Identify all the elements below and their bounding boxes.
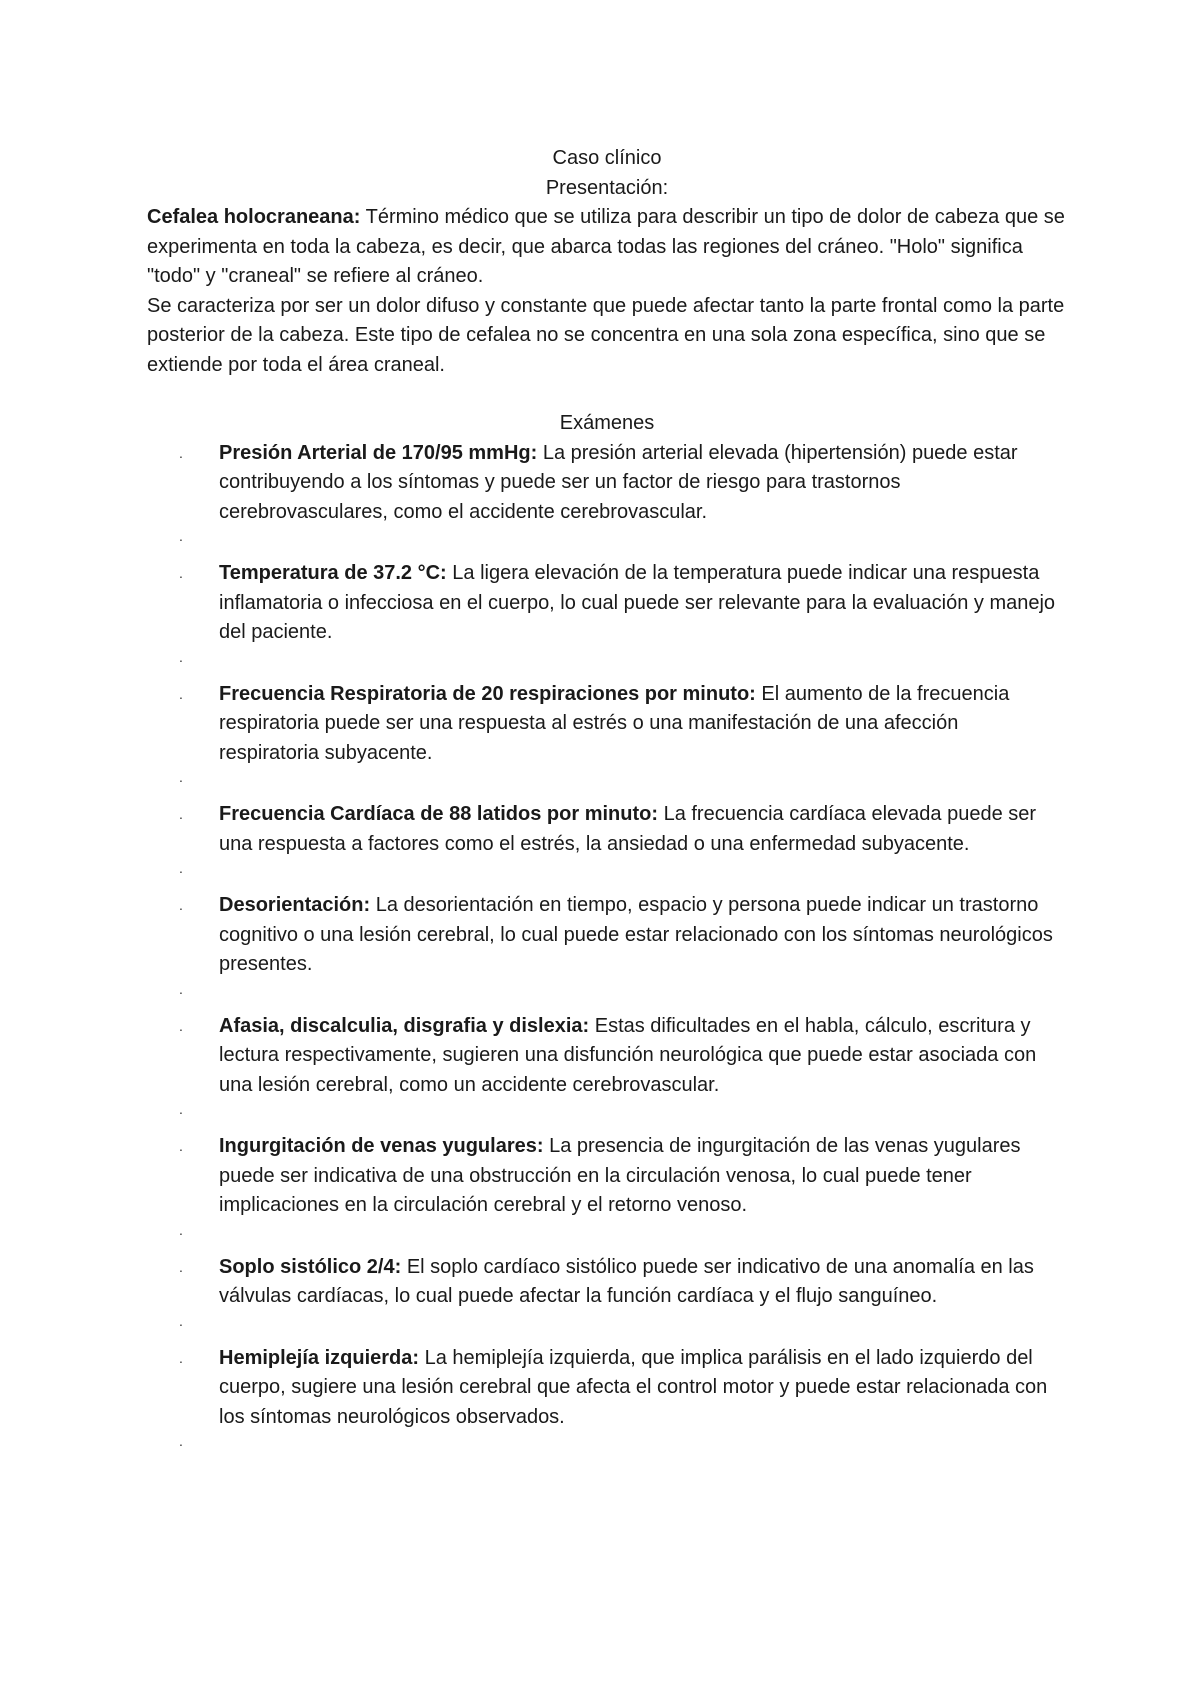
exam-label: Desorientación: (219, 894, 371, 916)
empty-list-item (147, 1100, 1067, 1132)
bullet-marker: . (179, 1433, 183, 1449)
exam-label: Presión Arterial de 170/95 mmHg: (219, 441, 538, 464)
empty-list-item (147, 768, 1067, 800)
bullet-marker: . (179, 1312, 183, 1329)
bullet-marker: . (179, 980, 183, 997)
empty-list-item (147, 1312, 1067, 1344)
exam-label: Frecuencia Cardíaca de 88 latidos por minuto: (219, 803, 659, 825)
bullet-marker: . (179, 444, 183, 461)
exam-text: La hemiplejía izquierda, que implica parálisis en el lado izquierdo del cuerpo, sugiere una lesión cerebral que afecta el control motor y puede estar relacionada con los síntomas neurológicos observados. (219, 1346, 1048, 1428)
exam-text: La presión arterial elevada (hipertensión) puede estar contribuyendo a los síntomas y puede ser un factor de riesgo para trastornos cerebrovasculares, como el accidente cerebrovascular. (219, 441, 1018, 523)
exam-text: La frecuencia cardíaca elevada puede ser una respuesta a factores como el estrés, la ansiedad o una enfermedad subyacente. (219, 803, 1037, 855)
exam-label: Ingurgitación de venas yugulares: (219, 1135, 544, 1157)
exam-text: La ligera elevación de la temperatura puede indicar una respuesta inflamatoria o infecciosa en el cuerpo, lo cual puede ser relevante para la evaluación y manejo del paciente. (219, 562, 1056, 643)
exam-text: El soplo cardíaco sistólico puede ser indicativo de una anomalía en las válvulas cardíacas, lo cual puede afectar la función cardíaca y el flujo sanguíneo. (219, 1255, 1034, 1307)
exam-text: El aumento de la frecuencia respiratoria puede ser una respuesta al estrés o una manifestación de una afección respiratoria subyacente. (219, 682, 1010, 764)
bullet-marker: . (179, 648, 183, 665)
exam-label: Hemiplejía izquierda: (219, 1346, 420, 1369)
exam-label: Temperatura de 37.2 °C: (219, 562, 447, 584)
exam-item-aphasia (147, 1012, 1067, 1101)
exam-label: Soplo sistólico 2/4: (219, 1255, 402, 1278)
intro-term: Cefalea holocraneana: (147, 206, 361, 228)
intro-definition: Término médico que se utiliza para describir un tipo de dolor de cabeza que se experimenta en toda la cabeza, es decir, que abarca todas las regiones del cráneo. "Holo" significa "todo" y "craneal" se refiere al cráneo. (147, 206, 1065, 287)
exam-text: La presencia de ingurgitación de las venas yugulares puede ser indicativa de una obstrucción en la circulación venosa, lo cual puede tener implicaciones en la circulación cerebral y el retorno venoso. (219, 1135, 1021, 1216)
bullet-marker: . (179, 806, 183, 822)
bullet-marker: . (179, 528, 183, 544)
exam-item-respiratory-rate (147, 680, 1067, 769)
document-title: Caso clínico (552, 147, 662, 169)
bullet-marker: . (179, 685, 183, 702)
bullet-marker: . (179, 565, 183, 581)
exam-item-heart-rate (147, 800, 1067, 859)
exam-item-systolic-murmur (147, 1253, 1067, 1312)
exam-text: Estas dificultades en el habla, cálculo, escritura y lectura respectivamente, sugieren una disfunción neurológica que puede estar asociada con una lesión cerebral, como un accidente cerebrovascular. (219, 1014, 1037, 1096)
exam-item-hemiplegia (147, 1344, 1067, 1433)
bullet-marker: . (179, 1221, 183, 1238)
exam-label: Afasia, discalculia, disgrafia y dislexia: (219, 1014, 590, 1037)
exam-text: La desorientación en tiempo, espacio y persona puede indicar un trastorno cognitivo o una lesión cerebral, lo cual puede estar relacionado con los síntomas neurológicos presentes. (219, 894, 1053, 975)
bullet-marker: . (179, 1101, 183, 1117)
bullet-marker: . (179, 769, 183, 785)
empty-list-item (147, 980, 1067, 1012)
empty-list-item (147, 527, 1067, 559)
bullet-marker: . (179, 1138, 183, 1154)
section-heading-presentation: Presentación: (545, 176, 669, 199)
exam-item-disorientation (147, 891, 1067, 980)
intro-description-paragraph: Se caracteriza por ser un dolor difuso y constante que puede afectar tanto la parte frontal como la parte posterior de la cabeza. Este tipo de cefalea no se concentra en una sola zona específica, sino que se extiende por toda el área craneal. (147, 294, 1065, 376)
bullet-marker: . (179, 1258, 183, 1275)
section-heading-exams: Exámenes (559, 412, 655, 434)
intro-definition-paragraph (147, 203, 1067, 292)
bullet-marker: . (179, 1349, 183, 1366)
empty-list-item (147, 1221, 1067, 1253)
empty-list-item (147, 859, 1067, 891)
exam-item-temperature (147, 559, 1067, 648)
exam-label: Frecuencia Respiratoria de 20 respiraciones por minuto: (219, 682, 756, 705)
bullet-marker: . (179, 1017, 183, 1034)
blank-line (147, 380, 1067, 409)
bullet-marker: . (179, 860, 183, 876)
empty-list-item (147, 648, 1067, 680)
empty-list-item (147, 1432, 1067, 1464)
exam-list (147, 439, 1067, 1465)
exam-item-blood-pressure (147, 439, 1067, 528)
exam-item-jugular-veins (147, 1132, 1067, 1221)
bullet-marker: . (179, 897, 183, 913)
document-body (147, 144, 1067, 1464)
